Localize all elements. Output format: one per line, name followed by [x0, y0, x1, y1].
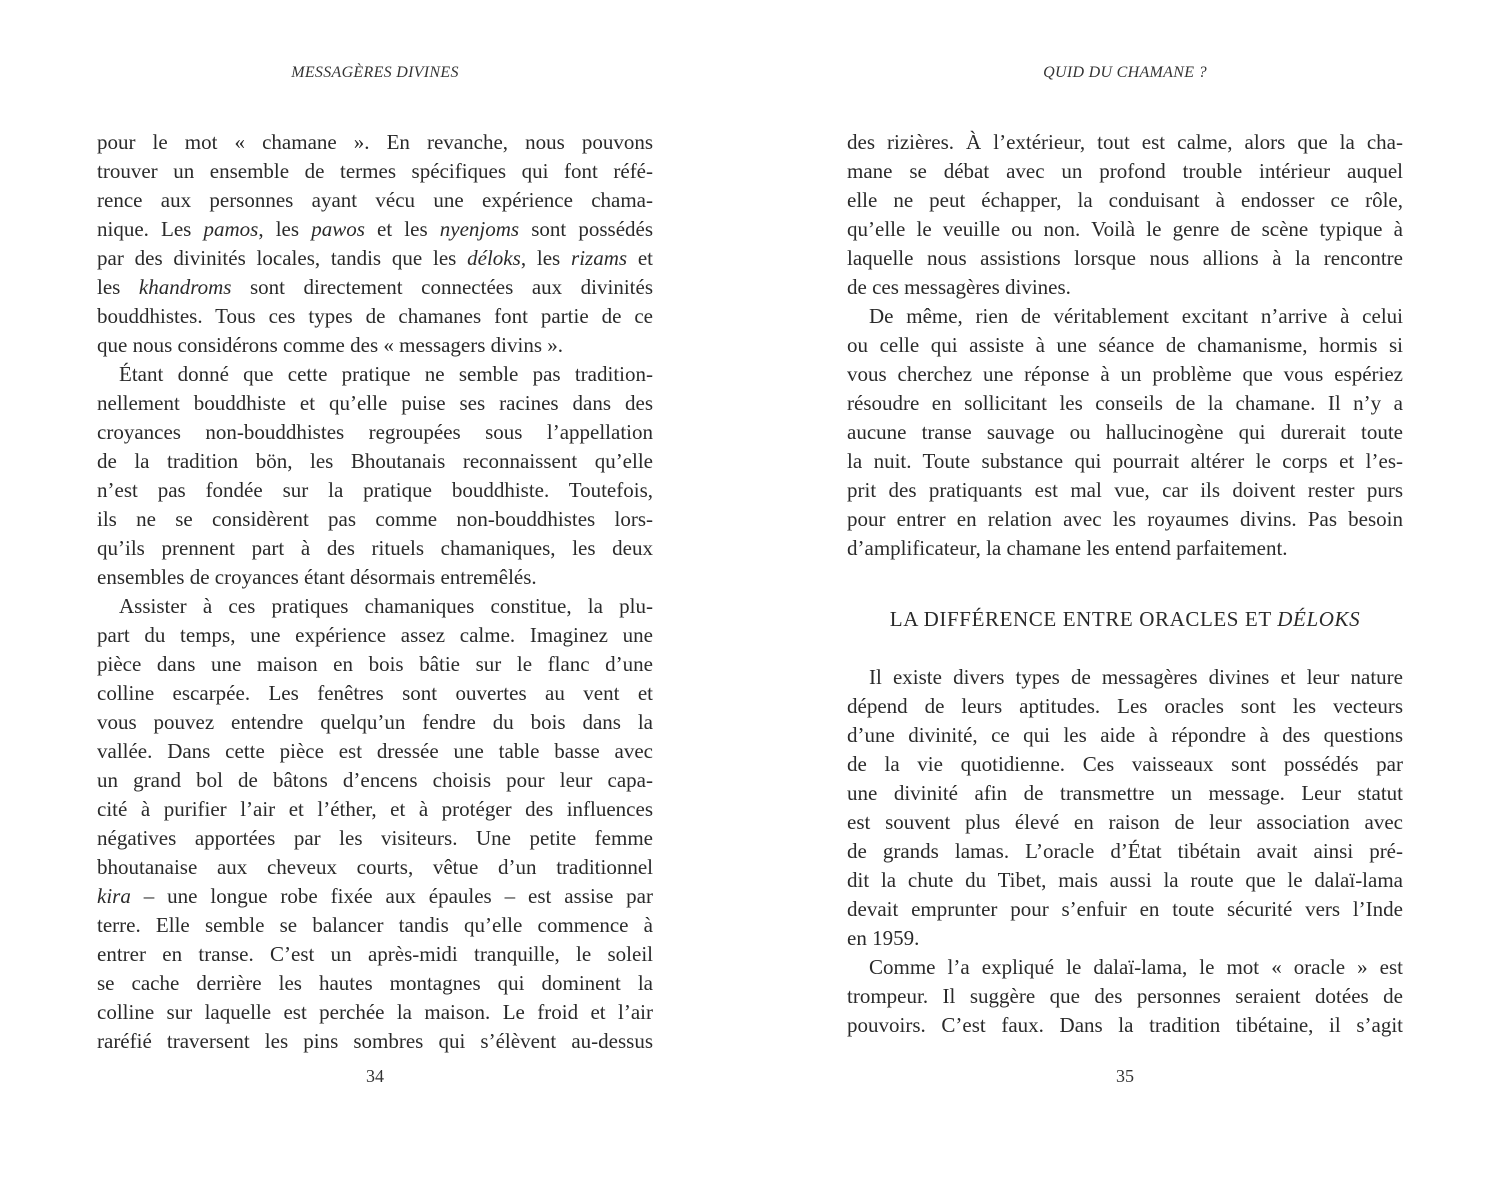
right-page	[847, 0, 1403, 1195]
text-line: bhoutanaise aux cheveux courts, vêtue d’un traditionnel	[97, 855, 653, 879]
text-line: une divinité afin de transmettre un message. Leur statut	[847, 781, 1403, 805]
text-line: terre. Elle semble se balancer tandis qu’elle commence à	[97, 913, 653, 937]
text-line: Comme l’a expliqué le dalaï-lama, le mot « oracle » est	[869, 955, 1403, 979]
text-line: un grand bol de bâtons d’encens choisis pour leur capa-	[97, 768, 653, 792]
text-line: qu’ils prennent part à des rituels chamaniques, les deux	[97, 536, 653, 560]
text-line: en 1959.	[847, 926, 920, 950]
text-line: qu’elle le veuille ou non. Voilà le genre de scène typique à	[847, 217, 1403, 241]
text-line: ils ne se considèrent pas comme non-bouddhistes lors-	[97, 507, 653, 531]
text-line: ou celle qui assiste à une séance de chamanisme, hormis si	[847, 333, 1403, 357]
text-line: n’est pas fondée sur la pratique bouddhiste. Toutefois,	[97, 478, 653, 502]
text-line: de la vie quotidienne. Ces vaisseaux sont possédés par	[847, 752, 1403, 776]
text-line: croyances non-bouddhistes regroupées sous l’appellation	[97, 420, 653, 444]
text-line: par des divinités locales, tandis que les déloks, les rizams et	[97, 246, 654, 270]
text-line: nique. Les pamos, les pawos et les nyenjoms sont possédés	[97, 217, 654, 241]
text-line: les khandroms sont directement connectées aux divinités	[97, 275, 654, 299]
text-line: bouddhistes. Tous ces types de chamanes font partie de ce	[97, 304, 653, 328]
text-line: la nuit. Toute substance qui pourrait altérer le corps et l’es-	[847, 449, 1403, 473]
text-line: nellement bouddhiste et qu’elle puise ses racines dans des	[97, 391, 653, 415]
text-line: raréfié traversent les pins sombres qui s’élèvent au-dessus	[97, 1029, 653, 1053]
text-line: dit la chute du Tibet, mais aussi la route que le dalaï-lama	[847, 868, 1403, 892]
text-line: colline sur laquelle est perchée la maison. Le froid et l’air	[97, 1000, 653, 1024]
text-line: entrer en transe. C’est un après-midi tranquille, le soleil	[97, 942, 653, 966]
text-line: résoudre en sollicitant les conseils de la chamane. Il n’y a	[847, 391, 1403, 415]
section-heading: LA DIFFÉRENCE ENTRE ORACLES ET DÉLOKS	[889, 607, 1361, 631]
text-line: aucune transe sauvage ou hallucinogène qui durerait toute	[847, 420, 1403, 444]
text-line: rence aux personnes ayant vécu une expérience chama-	[97, 188, 653, 212]
text-line: Étant donné que cette pratique ne semble pas tradition-	[119, 362, 653, 386]
text-line: pour entrer en relation avec les royaumes divins. Pas besoin	[847, 507, 1403, 531]
right-text-after-heading	[847, 663, 1403, 1040]
text-line: vous cherchez une réponse à un problème que vous espériez	[847, 362, 1403, 386]
text-line: trompeur. Il suggère que des personnes seraient dotées de	[847, 984, 1403, 1008]
left-page	[97, 0, 653, 1195]
running-head-right: QUID DU CHAMANE ?	[1043, 64, 1207, 81]
text-line: d’une divinité, ce qui les aide à répondre à des questions	[847, 723, 1403, 747]
heading-space-below	[847, 634, 1403, 663]
heading-space-above	[847, 563, 1403, 605]
text-line: ensembles de croyances étant désormais entremêlés.	[97, 565, 537, 589]
text-line: trouver un ensemble de termes spécifiques qui font réfé-	[97, 159, 653, 183]
text-line: colline escarpée. Les fenêtres sont ouvertes au vent et	[97, 681, 653, 705]
text-line: que nous considérons comme des « messagers divins ».	[97, 333, 564, 357]
text-line: pouvoirs. C’est faux. Dans la tradition tibétaine, il s’agit	[847, 1013, 1403, 1037]
text-line: prit des pratiquants est mal vue, car ils doivent rester purs	[847, 478, 1403, 502]
text-line: de la tradition bön, les Bhoutanais reconnaissent qu’elle	[97, 449, 653, 473]
text-line: devait emprunter pour s’enfuir en toute sécurité vers l’Inde	[847, 897, 1403, 921]
text-line: d’amplificateur, la chamane les entend parfaitement.	[847, 536, 1288, 560]
text-line: de grands lamas. L’oracle d’État tibétain avait ainsi pré-	[847, 839, 1403, 863]
text-line: dépend de leurs aptitudes. Les oracles sont les vecteurs	[847, 694, 1403, 718]
text-line: pièce dans une maison en bois bâtie sur le flanc d’une	[97, 652, 653, 676]
right-body-text	[847, 128, 1403, 1040]
text-line: des rizières. À l’extérieur, tout est calme, alors que la cha-	[847, 130, 1403, 154]
left-body-text	[97, 128, 653, 1056]
text-line: laquelle nous assistions lorsque nous allions à la rencontre	[847, 246, 1403, 270]
text-line: mane se débat avec un profond trouble intérieur auquel	[847, 159, 1403, 183]
text-line: pour le mot « chamane ». En revanche, nous pouvons	[97, 130, 653, 154]
text-line: négatives apportées par les visiteurs. Une petite femme	[97, 826, 653, 850]
text-line: part du temps, une expérience assez calme. Imaginez une	[97, 623, 653, 647]
page-number-left: 34	[366, 1066, 384, 1086]
text-line: kira – une longue robe fixée aux épaules – est assise par	[97, 884, 653, 908]
running-head-left: MESSAGÈRES DIVINES	[291, 64, 459, 81]
text-line: Assister à ces pratiques chamaniques constitue, la plu-	[119, 594, 653, 618]
page-number-right: 35	[1116, 1066, 1134, 1086]
right-text-before-heading	[847, 128, 1403, 563]
text-line: elle ne peut échapper, la conduisant à endosser ce rôle,	[847, 188, 1403, 212]
text-line: est souvent plus élevé en raison de leur association avec	[847, 810, 1403, 834]
text-line: De même, rien de véritablement excitant n’arrive à celui	[869, 304, 1403, 328]
text-line: cité à purifier l’air et l’éther, et à protéger des influences	[97, 797, 653, 821]
text-line: vallée. Dans cette pièce est dressée une table basse avec	[97, 739, 653, 763]
text-line: vous pouvez entendre quelqu’un fendre du bois dans la	[97, 710, 653, 734]
text-line: se cache derrière les hautes montagnes qui dominent la	[97, 971, 653, 995]
text-line: Il existe divers types de messagères divines et leur nature	[869, 665, 1403, 689]
text-line: de ces messagères divines.	[847, 275, 1071, 299]
